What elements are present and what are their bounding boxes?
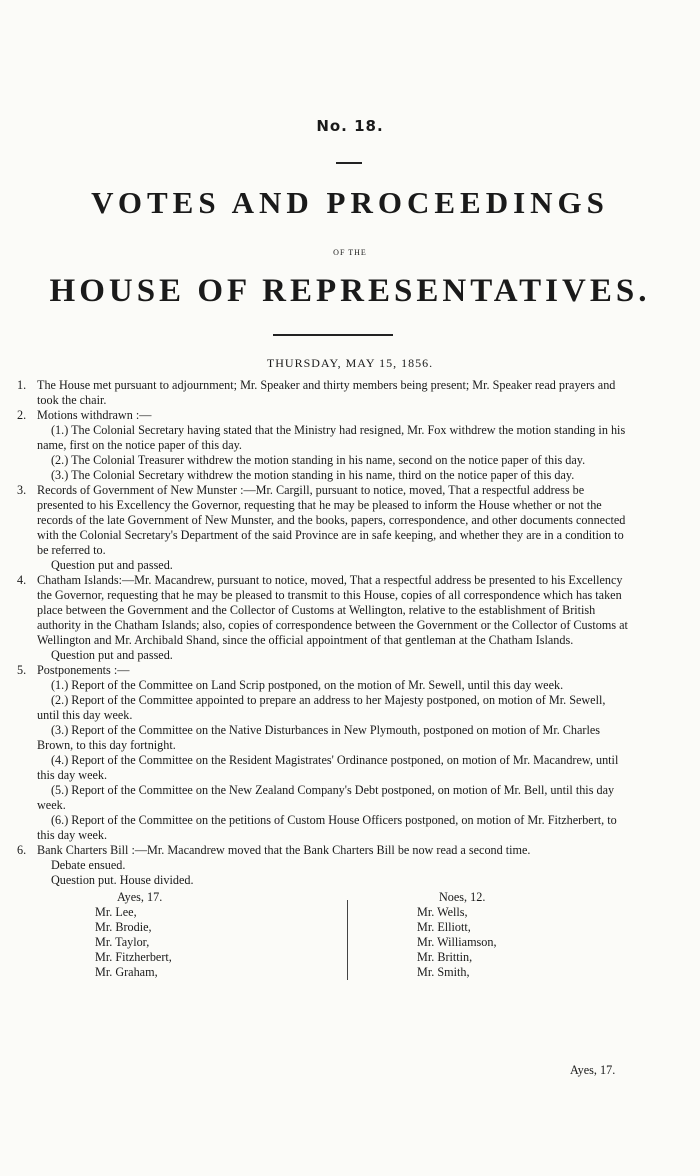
noes-heading: Noes, 12. xyxy=(439,890,486,904)
division-separator xyxy=(347,900,348,980)
aye-member: Mr. Graham, xyxy=(95,965,158,979)
aye-member: Mr. Fitzherbert, xyxy=(95,950,172,964)
item-heading: Postponements :— xyxy=(37,663,130,677)
title-house-of-representatives: HOUSE OF REPRESENTATIVES. xyxy=(49,273,651,309)
proceeding-item-5 xyxy=(17,663,629,843)
noes-column xyxy=(417,890,617,980)
sitting-date: THURSDAY, MAY 15, 1856. xyxy=(266,356,434,370)
noe-member: Mr. Elliott, xyxy=(417,920,471,934)
proceeding-item-6 xyxy=(17,843,629,888)
item-number: 2. xyxy=(17,408,27,422)
sub-item: (4.) Report of the Committee on the Resident Magistrates' Ordinance postponed, on motion of Mr. Macandrew, until this day week. xyxy=(37,753,619,782)
sub-item: (1.) The Colonial Secretary having stated that the Ministry had resigned, Mr. Fox withdrew the motion standing in his name, first on the notice paper of this day. xyxy=(37,423,626,452)
catchword: Ayes, 17. xyxy=(570,1063,616,1077)
paper-number: No. 18. xyxy=(316,117,384,135)
proceeding-item-1 xyxy=(17,378,629,408)
item-number: 5. xyxy=(17,663,27,677)
proceedings-body xyxy=(17,378,629,986)
aye-member: Mr. Taylor, xyxy=(95,935,150,949)
question-result: Question put and passed. xyxy=(51,558,173,572)
item-text: Records of Government of New Munster :—Mr. Cargill, pursuant to notice, moved, That a respectful address be presented to his Excellency the Governor, requesting that he may be pleased to inform the House whether or not the records of the late Government of New Munster, and the books, papers, correspondence, and other documents connected with the Colonial Secretary's Department of the said Province are in safe keeping, and whether they are in a condition to be referred to. xyxy=(37,483,626,557)
proceeding-item-4 xyxy=(17,573,629,663)
sub-item: (1.) Report of the Committee on Land Scrip postponed, on the motion of Mr. Sewell, until this day week. xyxy=(51,678,564,692)
aye-member: Mr. Brodie, xyxy=(95,920,152,934)
question-divided: Question put. House divided. xyxy=(51,873,194,887)
item-text: The House met pursuant to adjournment; Mr. Speaker and thirty members being present; Mr. Speaker read prayers and took the chair. xyxy=(37,378,616,407)
item-number: 1. xyxy=(17,378,27,392)
sub-item: (5.) Report of the Committee on the New Zealand Company's Debt postponed, on motion of Mr. Bell, until this day week. xyxy=(37,783,615,812)
sub-item: (2.) Report of the Committee appointed to prepare an address to her Majesty postponed, on motion of Mr. Sewell, until this day week. xyxy=(37,693,606,722)
sub-item: (2.) The Colonial Treasurer withdrew the motion standing in his name, second on the notice paper of this day. xyxy=(51,453,586,467)
item-text: Bank Charters Bill :—Mr. Macandrew moved that the Bank Charters Bill be now read a second time. xyxy=(37,843,531,857)
division-list xyxy=(17,890,629,986)
noe-member: Mr. Wells, xyxy=(417,905,468,919)
aye-member: Mr. Lee, xyxy=(95,905,137,919)
debate-note: Debate ensued. xyxy=(51,858,126,872)
item-number: 3. xyxy=(17,483,27,497)
noe-member: Mr. Smith, xyxy=(417,965,470,979)
sub-item: (3.) Report of the Committee on the Native Disturbances in New Plymouth, postponed on motion of Mr. Charles Brown, to this day fortnight. xyxy=(37,723,601,752)
proceeding-item-3 xyxy=(17,483,629,573)
item-heading: Motions withdrawn :— xyxy=(37,408,152,422)
sub-item: (6.) Report of the Committee on the petitions of Custom House Officers postponed, on motion of Mr. Fitzherbert, to this day week. xyxy=(37,813,617,842)
question-result: Question put and passed. xyxy=(51,648,173,662)
ayes-heading: Ayes, 17. xyxy=(117,890,163,904)
title-of-the: OF THE xyxy=(333,248,367,257)
title-rule xyxy=(273,334,393,336)
proceeding-item-2 xyxy=(17,408,629,483)
noe-member: Mr. Williamson, xyxy=(417,935,497,949)
short-rule xyxy=(336,162,362,164)
title-votes-and-proceedings: VOTES AND PROCEEDINGS xyxy=(91,185,609,220)
noe-member: Mr. Brittin, xyxy=(417,950,473,964)
sub-item: (3.) The Colonial Secretary withdrew the motion standing in his name, third on the notice paper of this day. xyxy=(51,468,575,482)
item-text: Chatham Islands:—Mr. Macandrew, pursuant to notice, moved, That a respectful address be presented to his Excellency the Governor, requesting that he may be pleased to transmit to this House, copies of all correspondence which has taken place between the Government and the Collector of Customs at Wellington, relative to the establishment of British authority in the Chatham Islands; also, copies of correspondence between the Government or the Collector of Customs at Wellington and Mr. Archibald Shand, since the official appointment of that gentleman at the Chatham Islands. xyxy=(37,573,628,647)
ayes-column xyxy=(95,890,295,980)
item-number: 6. xyxy=(17,843,27,857)
item-number: 4. xyxy=(17,573,27,587)
